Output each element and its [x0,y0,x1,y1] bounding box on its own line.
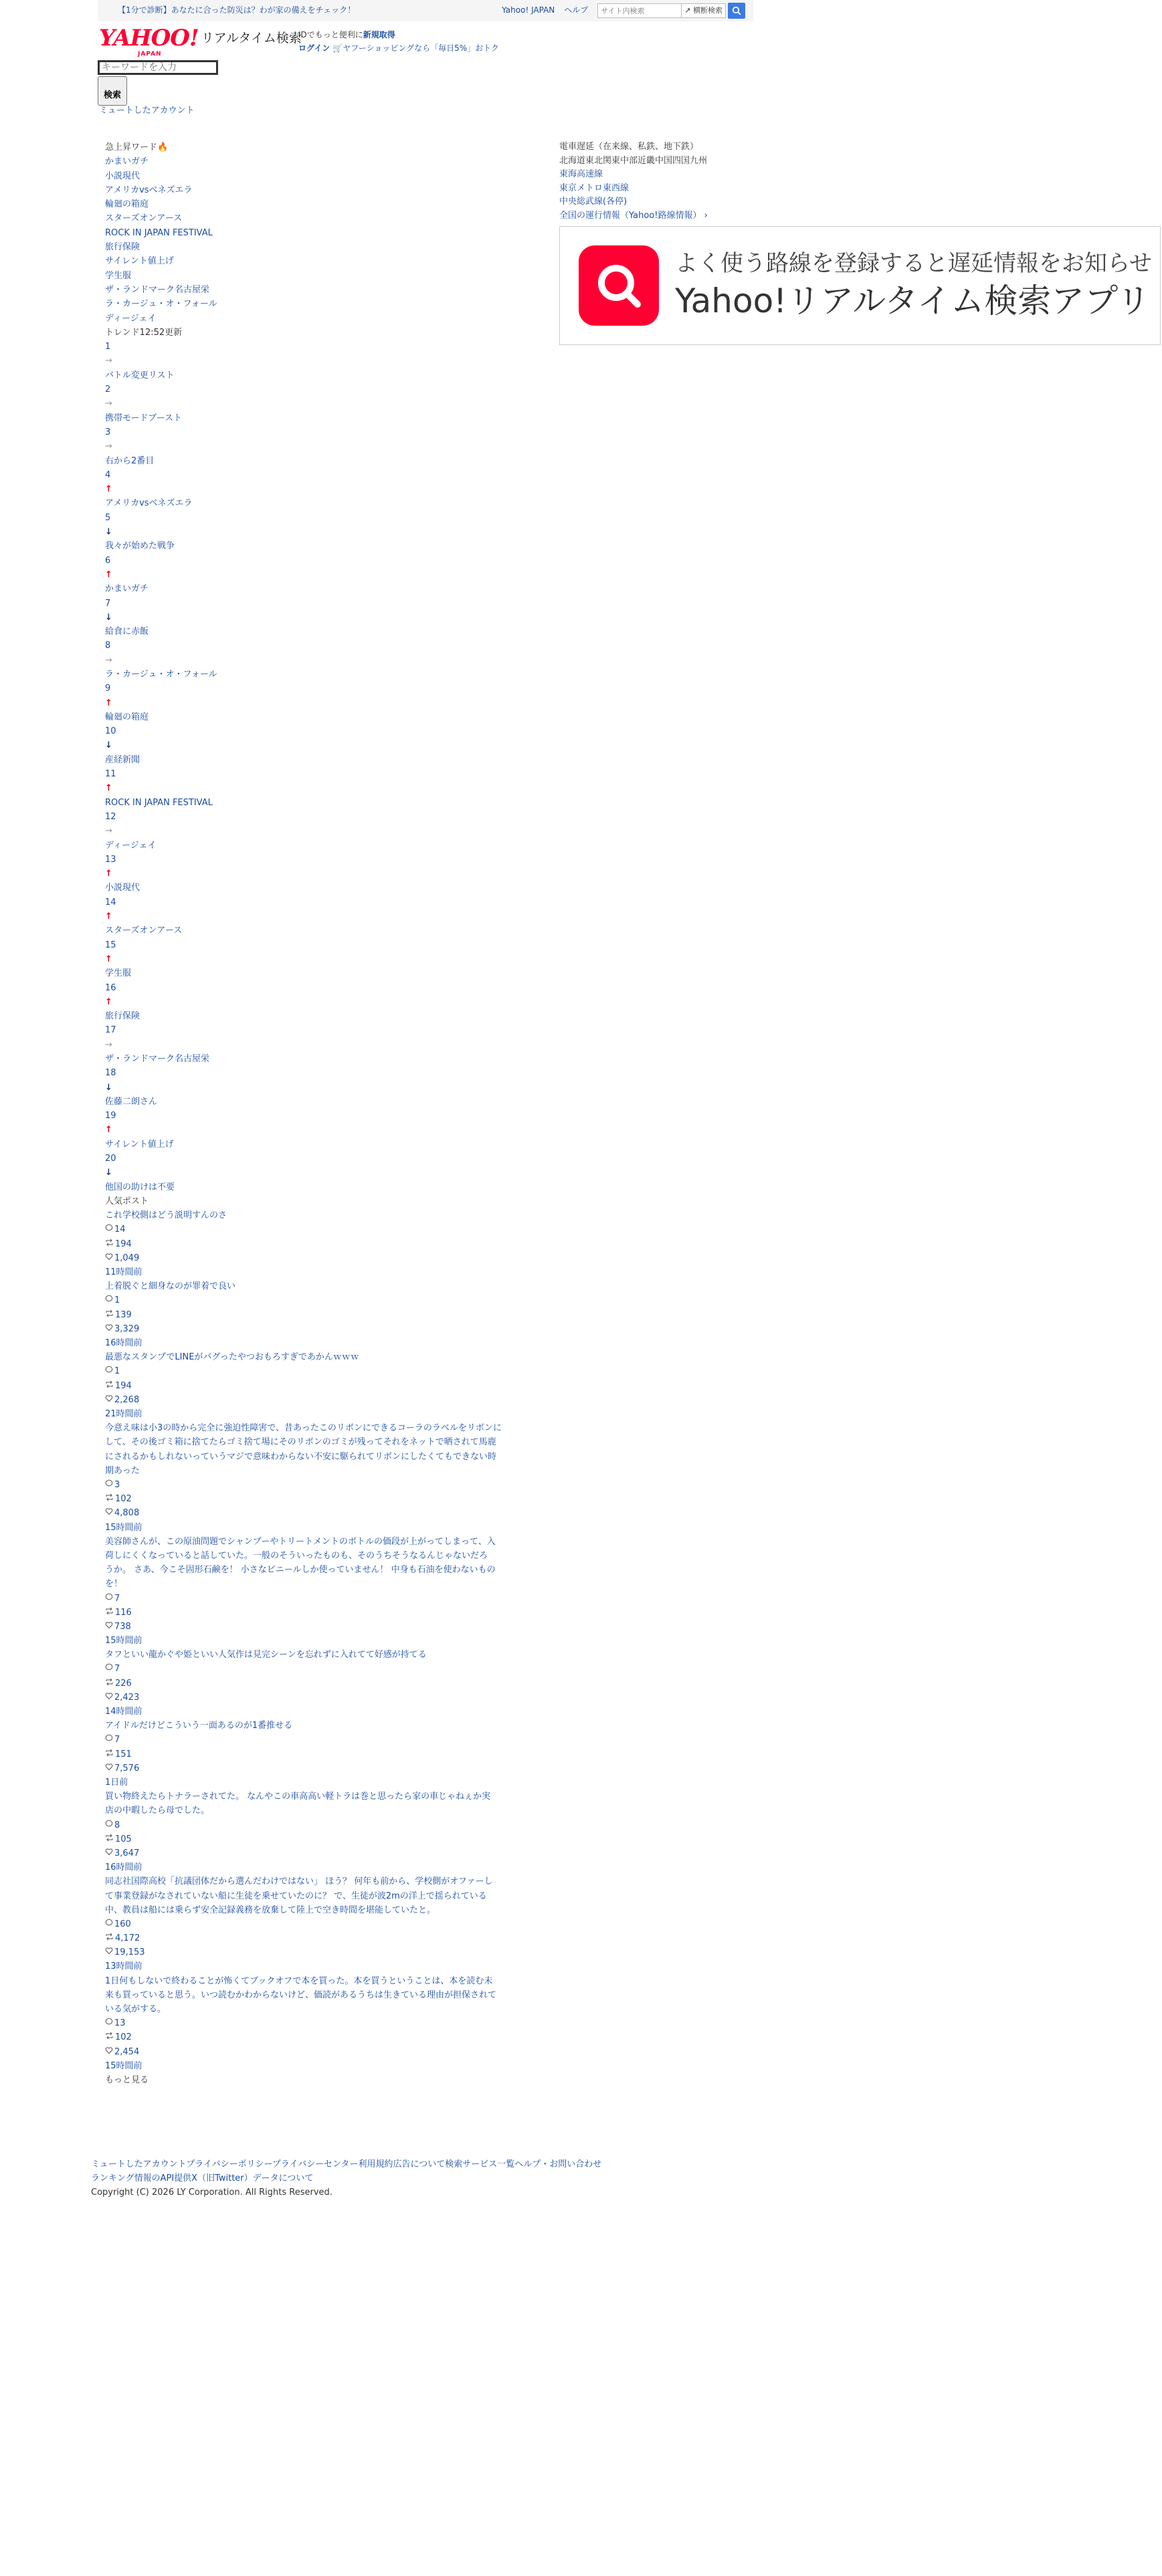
signup-link[interactable]: 新規取得 [363,30,395,39]
post-item [105,1350,526,1421]
post-time[interactable]: 15時間前 [105,2060,142,2071]
id-text: IDでもっと便利に [298,30,363,39]
like-icon [105,1846,113,1860]
rising-word[interactable]: 小説現代 [105,171,140,181]
repost-stat[interactable] [105,1379,526,1393]
post-item [105,1719,526,1790]
post-item [105,1874,526,1973]
trend-rank[interactable]: 19 [105,1111,116,1121]
trend-word[interactable]: 旅行保険 [105,1011,140,1022]
repost-stat[interactable] [105,1492,526,1506]
repost-count: 151 [115,1749,132,1759]
post-body-line: 期あった [105,1465,140,1476]
trend-word[interactable]: バトル変更リスト [105,370,175,381]
rising-word[interactable]: ザ・ランドマーク名古屋栄 [105,284,210,295]
trend-word[interactable]: 輪廻の箱庭 [105,712,149,722]
trend-rank[interactable]: 16 [105,982,116,993]
rising-word[interactable]: 輪廻の箱庭 [105,199,149,210]
repost-count: 102 [115,1494,132,1505]
trend-flat-arrow-icon: → [105,1039,112,1050]
post-time[interactable]: 16時間前 [105,1862,142,1873]
repost-count: 194 [115,1380,132,1391]
traffic-title: 電車遅延（在来線、私鉄、地下鉄） [559,142,699,152]
promo-link[interactable]: 【1分で診断】あなたに合った防災は？わが家の備えをチェック！ [118,5,356,15]
post-body-line: うか。 さあ、今こそ固形石鹸を！ 小さなビニールしか使っていません！ 中身も石油を使わないもの [105,1565,496,1576]
like-count: 2,423 [114,1692,140,1703]
post-body-line: 来も買っていると思う。いつ読むかわからないけど、価読があるうちは生きている理由が担保されて [105,1990,497,2000]
trend-down-arrow-icon: ↓ [105,740,112,751]
site-logo[interactable] [99,25,302,58]
trend-up-arrow-icon: ↑ [105,869,112,879]
post-body-line: アイドルだけどこういう一面あるのが1番推せる [105,1721,293,1731]
trend-rank[interactable]: 14 [105,897,116,907]
trend-rank[interactable]: 18 [105,1068,116,1079]
like-icon [105,1620,113,1634]
reply-stat[interactable] [105,2016,526,2030]
service-name: リアルタイム検索 [201,30,302,45]
post-body-line: いる気がする。 [105,2004,167,2015]
rising-word[interactable]: 学生服 [105,270,132,281]
trend-word[interactable]: サイレント値上げ [105,1139,174,1150]
like-icon [105,1761,113,1776]
rising-title-text: 急上昇ワード [105,142,158,152]
cross-search-toggle[interactable]: ↗ 横断検索 [682,3,726,18]
reply-stat[interactable] [105,1662,526,1676]
post-body-line: 買い物終えたらトナラーされてた。 なんやこの車高高い軽トラは巻と思ったら家の車じゃねぇか実 [105,1792,491,1802]
trend-word[interactable]: 我々が始めた戦争 [105,541,175,552]
trend-rank[interactable]: 9 [105,683,111,694]
like-icon [105,1506,113,1520]
post-time[interactable]: 15時間前 [105,1522,142,1533]
trend-up-arrow-icon: ↑ [105,1125,112,1136]
post-time[interactable]: 16時間前 [105,1337,142,1348]
banner-line-1: よく使う路線を登録すると遅延情報をお知らせ [675,249,1152,277]
reply-count: 7 [114,1593,120,1604]
trend-title: トレンド12:52更新 [105,327,183,338]
post-time[interactable]: 13時間前 [105,1961,142,1972]
trend-rank[interactable]: 3 [105,427,111,437]
reply-count: 1 [114,1295,120,1306]
trend-down-arrow-icon: ↓ [105,527,112,538]
trend-up-arrow-icon: ↑ [105,911,112,922]
reply-count: 7 [114,1735,120,1745]
repost-stat[interactable] [105,1931,526,1945]
trend-word[interactable]: ラ・カージュ・オ・フォール [105,669,217,679]
like-icon [105,1945,113,1959]
like-icon [105,1393,113,1407]
rising-title [105,140,526,154]
keyword-input[interactable] [98,60,218,75]
repost-count: 226 [115,1678,132,1689]
post-item [105,1279,526,1350]
repost-icon [105,1237,114,1251]
post-body-line: 今意え味は小3の時から完全に強迫性障害で、昔あったこのリボンにできるコーラのラベルをリボンに [105,1423,502,1434]
post-body[interactable] [105,1208,526,1222]
search-icon [732,6,741,15]
reply-icon [105,1592,113,1606]
like-icon [105,1251,113,1265]
post-body-line: 最悪なスタンプでLINEがバグったやつおもろすぎであかんｗｗｗ [105,1352,359,1363]
reply-icon [105,1293,113,1307]
trend-word[interactable]: 佐藤二朗さん [105,1096,158,1107]
site-search [597,3,745,19]
post-time[interactable]: 1日前 [105,1777,128,1788]
reply-stat[interactable] [105,1478,526,1492]
search-app-icon [592,259,646,312]
traffic-line-1[interactable]: 東京メトロ東西線 [559,183,630,193]
reply-stat[interactable] [105,1733,526,1747]
reply-stat[interactable] [105,1222,526,1237]
traffic-regions: 北海道東北関東中部近畿中国四国九州 [559,155,708,166]
post-item [105,1535,526,1648]
traffic-panel [559,140,1161,223]
trend-rank[interactable]: 10 [105,726,116,737]
app-icon [579,245,659,326]
main-search [98,60,218,76]
post-body-line: これ学校側はどう説明すんのさ [105,1210,227,1221]
post-body-line: を！ [105,1579,123,1590]
reply-count: 14 [114,1224,126,1235]
trend-up-arrow-icon: ↑ [105,697,112,708]
like-icon [105,1691,113,1705]
like-stat[interactable] [105,1506,526,1520]
post-body-line: て事業登録がなされていない船に生徒を乗せていたのに？ で、生徒が波2mの洋上で揺られている [105,1891,487,1901]
muted-accounts-link[interactable]: ミュートしたアカウント [99,106,195,116]
fire-icon: 🔥 [157,142,169,152]
trend-word[interactable]: アメリカvsベネズエラ [105,498,193,509]
reply-icon [105,1662,113,1676]
post-list [105,1208,526,2073]
like-count: 19,153 [114,1947,145,1958]
trend-flat-arrow-icon: → [105,399,112,409]
like-count: 3,647 [114,1848,140,1858]
post-time[interactable]: 14時間前 [105,1707,142,1717]
post-body[interactable] [105,1350,526,1364]
post-body-line: 上着脱ぐと細身なのが罪着で良い [105,1281,236,1292]
post-body[interactable] [105,1421,526,1478]
account-info [298,28,499,56]
trend-down-arrow-icon: ↓ [105,612,112,623]
trend-rank[interactable]: 12 [105,811,116,822]
reply-stat[interactable] [105,1818,526,1832]
like-count: 2,268 [114,1394,140,1405]
trend-rank[interactable]: 5 [105,512,111,523]
copyright: Copyright (C) 2026 LY Corporation. All Rights Reserved. [91,2187,332,2197]
login-link[interactable]: ログイン [298,43,330,53]
post-body[interactable] [105,1535,526,1592]
reply-icon [105,1478,113,1492]
like-count: 1,049 [114,1253,140,1263]
left-column [105,140,526,2087]
repost-stat[interactable] [105,1747,526,1761]
trend-rank[interactable]: 1 [105,342,111,352]
like-count: 4,808 [114,1508,140,1519]
reply-count: 3 [114,1479,120,1490]
post-body-line: タフといい龍かぐや姫といい人気作は見完シーンを忘れずに入れてて好感が持てる [105,1650,427,1660]
post-body-line: 中、教員は船には乗らず安全記録義務を放棄して陸上で空き時間を堪能していたと。 [105,1905,436,1915]
reply-stat[interactable] [105,1364,526,1378]
trend-word[interactable]: 給食に赤飯 [105,627,149,637]
post-body-line: 美容師さんが、この原油問題でシャンプーやトリートメントのボトルの価段が上がってしまって、入 [105,1536,496,1547]
post-item [105,1790,526,1874]
post-body-line: して、その後ゴミ箱に捨てたらゴミ捨て場にそのリボンのゴミが残ってそれをネットで晒されて馬鹿 [105,1437,496,1448]
post-item [105,1421,526,1535]
repost-count: 194 [115,1239,132,1249]
posts-title: 人気ポスト [105,1196,149,1206]
repost-icon [105,1492,114,1506]
reply-count: 7 [114,1664,120,1675]
repost-stat[interactable] [105,1606,526,1620]
rising-word[interactable]: 旅行保険 [105,242,140,253]
reply-count: 13 [114,2018,126,2029]
trend-flat-arrow-icon: → [105,655,112,665]
like-stat[interactable] [105,1945,526,1959]
trend-rank[interactable]: 8 [105,641,111,651]
trend-word[interactable]: 右から2番目 [105,455,155,466]
rising-word[interactable]: ラ・カージュ・オ・フォール [105,299,217,310]
repost-stat[interactable] [105,1237,526,1251]
trend-rank[interactable]: 15 [105,940,116,950]
repost-count: 116 [115,1607,132,1618]
repost-count: 139 [115,1309,132,1320]
like-icon [105,2045,113,2059]
trend-word[interactable]: 小説現代 [105,883,140,893]
repost-icon [105,1832,114,1846]
trend-word[interactable]: 携帯モードブースト [105,413,183,423]
trend-rank[interactable]: 4 [105,469,111,480]
banner-line-2: Yahoo!リアルタイム検索アプリ [675,282,1151,321]
like-count: 7,576 [114,1763,140,1774]
reply-stat[interactable] [105,1293,526,1307]
trend-rank[interactable]: 2 [105,385,111,395]
trend-rank[interactable]: 17 [105,1025,116,1036]
repost-icon [105,1308,114,1322]
site-search-button[interactable] [728,3,745,19]
trend-up-arrow-icon: ↑ [105,783,112,794]
trend-list [105,340,526,1194]
post-body[interactable] [105,1648,526,1662]
traffic-all-link[interactable]: 全国の運行情報（Yahoo!路線情報） [559,210,702,221]
reply-icon [105,1222,113,1237]
yahoo-japan-link[interactable]: Yahoo! JAPAN [502,5,555,15]
more-posts-link[interactable]: もっと見る [105,2075,149,2086]
repost-stat[interactable] [105,2030,526,2044]
repost-stat[interactable] [105,1832,526,1846]
post-time[interactable]: 15時間前 [105,1636,142,1646]
reply-icon [105,2016,113,2030]
help-link[interactable]: ヘルプ [564,5,589,15]
traffic-line-2[interactable]: 中央総武線(各停) [559,197,627,207]
reply-stat[interactable] [105,1592,526,1606]
rising-word[interactable]: アメリカvsベネズエラ [105,185,193,195]
like-stat[interactable] [105,1691,526,1705]
trend-word[interactable]: ザ・ランドマーク名古屋栄 [105,1054,210,1064]
reply-count: 160 [114,1919,131,1929]
trend-flat-arrow-icon: → [105,441,112,452]
post-body[interactable] [105,1974,526,2017]
footer [91,2157,601,2199]
site-search-input[interactable] [597,3,682,18]
yahoo-logo-sub: JAPAN [138,51,162,58]
post-body-line: 店の中暇したら母でした。 [105,1806,210,1816]
trend-rank[interactable]: 20 [105,1154,116,1164]
post-time[interactable]: 21時間前 [105,1408,142,1419]
rising-word[interactable]: ディージェイ [105,313,157,324]
reply-count: 1 [114,1366,120,1377]
rising-list [105,154,526,326]
like-stat[interactable] [105,1620,526,1634]
repost-stat[interactable] [105,1677,526,1691]
like-stat[interactable] [105,1846,526,1860]
repost-icon [105,1677,114,1691]
repost-count: 4,172 [115,1933,140,1944]
post-item [105,1974,526,2073]
repost-stat[interactable] [105,1308,526,1322]
shopping-link[interactable]: ヤフーショッピングなら「毎日5%」おトク [343,43,499,53]
trend-rank[interactable]: 7 [105,598,111,609]
reply-count: 8 [114,1820,120,1830]
like-stat[interactable] [105,1761,526,1776]
trend-word[interactable]: ROCK IN JAPAN FESTIVAL [105,797,213,808]
traffic-line-0[interactable]: 東海高速線 [559,169,603,179]
trend-word[interactable]: かまいガチ [105,584,149,595]
reply-icon [105,1818,113,1832]
repost-count: 105 [115,1834,132,1844]
reply-stat[interactable] [105,1917,526,1931]
trend-word[interactable]: スターズオンアース [105,926,183,936]
trend-word[interactable]: ディージェイ [105,840,157,851]
post-body[interactable] [105,1874,526,1917]
cart-icon: 🛒 [332,43,343,53]
trend-rank[interactable]: 6 [105,555,111,566]
app-banner[interactable] [559,226,1161,345]
post-body-line: 荷しにくくなっていると話していた。一般のそういったものも、そのうちそうなるんじゃないだろ [105,1550,488,1561]
trend-up-arrow-icon: ↑ [105,484,112,495]
trend-word[interactable]: 学生服 [105,968,132,979]
chevron-right-icon: › [704,210,708,221]
trend-down-arrow-icon: ↓ [105,1168,112,1178]
like-stat[interactable] [105,1393,526,1407]
trend-word[interactable]: 産経新聞 [105,754,140,765]
trend-word[interactable]: 他国の助けは不要 [105,1182,175,1192]
rising-word[interactable]: スターズオンアース [105,213,183,224]
reply-icon [105,1733,113,1747]
reply-icon [105,1917,113,1931]
trend-flat-arrow-icon: → [105,826,112,837]
post-body[interactable] [105,1279,526,1293]
repost-icon [105,1931,114,1945]
footer-links-1[interactable]: ミュートしたアカウントプライバシーポリシープライバシーセンター利用規約広告について検索サービス一覧ヘルプ・お問い合わせ [91,2159,602,2169]
repost-icon [105,2030,114,2044]
trend-down-arrow-icon: ↓ [105,1082,112,1093]
top-bar [98,0,753,21]
like-count: 3,329 [114,1323,140,1334]
like-stat[interactable] [105,1322,526,1336]
like-stat[interactable] [105,2045,526,2059]
post-body-line: にされるかもしれないっていうマジで意味わからない不安に駆られてリボンにしたくてもできない時 [105,1451,497,1462]
repost-icon [105,1747,114,1761]
trend-up-arrow-icon: ↑ [105,996,112,1007]
repost-icon [105,1606,114,1620]
footer-links-2[interactable]: ランキング情報のAPI提供X（旧Twitter）データについて [91,2173,314,2183]
rising-word[interactable]: サイレント値上げ [105,256,174,267]
trend-flat-arrow-icon: → [105,356,112,366]
repost-icon [105,1379,114,1393]
search-button[interactable]: 検索 [98,76,127,106]
repost-count: 102 [115,2032,132,2043]
post-body-line: 同志社国際高校「抗議団体だから選んだわけではない」 ほう？ 何年も前から、学校側がオファーし [105,1876,493,1887]
rising-word[interactable]: ROCK IN JAPAN FESTIVAL [105,227,213,238]
yahoo-logo: YAHOO! [99,25,199,51]
reply-icon [105,1364,113,1378]
trend-up-arrow-icon: ↑ [105,569,112,580]
like-count: 2,454 [114,2046,140,2057]
trend-up-arrow-icon: ↑ [105,954,112,964]
post-time[interactable]: 11時間前 [105,1267,142,1278]
post-item [105,1648,526,1719]
post-body[interactable] [105,1719,526,1733]
like-stat[interactable] [105,1251,526,1265]
post-body[interactable] [105,1790,526,1818]
post-body-line: 1日何もしないで終わることが怖くてブックオフで本を買った。本を買うということは、本を読む未 [105,1975,493,1986]
post-item [105,1208,526,1279]
like-icon [105,1322,113,1336]
trend-rank[interactable]: 13 [105,854,116,865]
like-count: 738 [114,1621,131,1632]
trend-rank[interactable]: 11 [105,769,116,780]
rising-word[interactable]: かまいガチ [105,156,149,167]
